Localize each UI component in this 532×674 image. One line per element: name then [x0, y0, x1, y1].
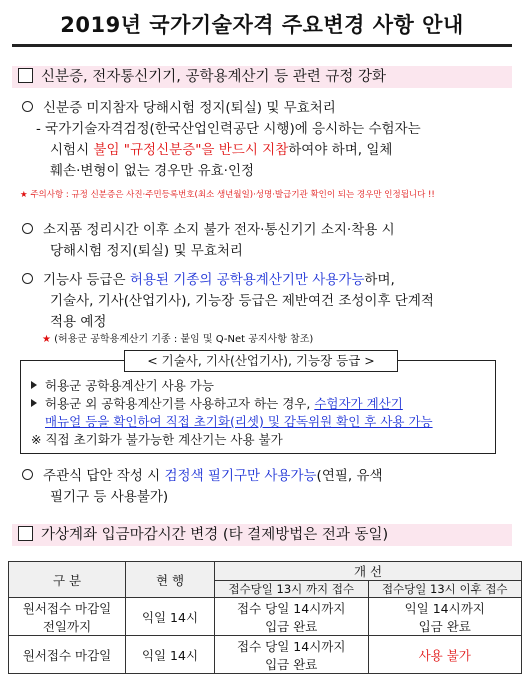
rule-other-line2 [45, 413, 433, 431]
rule-other-emphasis: 수험자가 계산기 [314, 396, 403, 411]
rule-other [31, 395, 403, 413]
item-calculator [22, 270, 395, 291]
item-pen-line2: 필기구 등 사용불가) [50, 489, 169, 505]
calc-line1-tail: 하며, [364, 272, 395, 288]
header-current: 현 행 [126, 562, 215, 598]
checkbox-square-icon [18, 68, 33, 83]
id-card-warning-note [20, 188, 435, 202]
header-before-13: 접수당일 13시 까지 접수 [215, 581, 369, 598]
line3-tail: 하여야 하며, 일체 [288, 142, 393, 158]
table-row [9, 598, 522, 636]
item-devices [22, 220, 395, 241]
star-icon: ★ [20, 190, 28, 200]
section-heading-text: 신분증, 전자통신기기, 공학용계산기 등 관련 규정 강화 [41, 69, 387, 85]
header-after-13: 접수당일 13시 이후 접수 [368, 581, 522, 598]
cell-current: 익일 14시 [126, 598, 215, 636]
item-id-card-text: 신분증 미지참자 당해시험 정지(퇴실) 및 무효처리 [43, 100, 336, 116]
cell-current: 익일 14시 [126, 636, 215, 674]
rule-allowed-text: 허용군 공학용계산기 사용 가능 [45, 378, 214, 393]
checkbox-square-icon [18, 526, 33, 541]
item-id-card-line2: - 국가기술자격검정(한국산업인력공단 시행)에 응시하는 수험자는 [36, 121, 421, 137]
cell-type-l2: 전일까지 [42, 618, 92, 634]
circle-bullet-icon [22, 223, 33, 234]
calculator-note-text: (허용군 공학용계산기 기종 : 붙임 및 Q-Net 공지사항 참조) [54, 334, 314, 345]
circle-bullet-icon [22, 273, 33, 284]
item-calculator-line2: 기술사, 기사(산업기사), 기능장 등급은 제반여건 조성이후 단계적 [50, 293, 434, 309]
cell-after-l1: 익일 14시까지 [404, 600, 485, 616]
cell-after [368, 598, 522, 636]
item-pen [22, 466, 383, 487]
rule-other-line2-text: 매뉴얼 등을 확인하여 직접 초기화(리셋) 및 감독위원 확인 후 사용 가능 [45, 414, 433, 429]
pen-line1-plain: 주관식 답안 작성 시 [43, 468, 165, 484]
triangle-bullet-icon [31, 381, 37, 389]
item-id-card-line4: 훼손·변형이 없는 경우만 유효·인정 [50, 163, 255, 179]
cell-after-l2: 입금 완료 [418, 618, 471, 634]
cell-before [215, 598, 369, 636]
cell-after-unavailable: 사용 불가 [368, 636, 522, 674]
page-title: 2019년 국가기술자격 주요변경 사항 안내 [12, 6, 512, 47]
cell-before [215, 636, 369, 674]
rule-other-text: 허용군 외 공학용계산기를 사용하고자 하는 경우, [45, 396, 315, 411]
cell-type-l1: 원서접수 마감일 [22, 600, 112, 616]
item-devices-line2: 당해시험 정지(퇴실) 및 무효처리 [50, 243, 243, 259]
pen-line1-tail: (연필, 유색 [316, 468, 383, 484]
rules-box [20, 360, 496, 454]
item-devices-line1: 소지품 정리시간 이후 소지 불가 전자·통신기기 소지·착용 시 [43, 222, 395, 238]
line3-emphasis: 불임 "규정신분증"을 반드시 지참 [93, 142, 289, 158]
table-row [9, 636, 522, 674]
cell-before-l1: 접수 당일 14시까지 [237, 638, 346, 654]
star-icon: ★ [42, 334, 51, 345]
line3-plain: 시험시 [50, 142, 94, 158]
circle-bullet-icon [22, 469, 33, 480]
calc-line1-emphasis: 허용된 기종의 공학용계산기만 사용가능 [129, 272, 365, 288]
calc-line1-plain: 기능사 등급은 [43, 272, 130, 288]
header-improve: 개 선 [215, 562, 522, 581]
section-heading-virtual-account [12, 524, 512, 546]
section-heading-text: 가상계좌 입금마감시간 변경 (타 결제방법은 전과 동일) [41, 527, 389, 543]
triangle-bullet-icon [31, 399, 37, 407]
grade-label: < 기술사, 기사(산업기사), 기능장 등급 > [124, 350, 398, 372]
calculator-note [42, 333, 313, 347]
header-type: 구 분 [9, 562, 126, 598]
cell-type: 원서접수 마감일 [9, 636, 126, 674]
cell-before-l2: 입금 완료 [265, 656, 318, 672]
deadline-table [8, 561, 522, 674]
item-id-card [22, 98, 336, 119]
section-heading-regulations [12, 66, 512, 88]
circle-bullet-icon [22, 101, 33, 112]
id-card-warning-text: 주의사항 : 규정 신분증은 사진·주민등록번호(최소 생년월일)·성명·발급기관 확인이 되는 경우만 인정됩니다 !! [30, 190, 435, 200]
item-calculator-line3: 적용 예정 [50, 314, 107, 330]
rule-allowed [31, 377, 214, 395]
pen-line1-emphasis: 검정색 필기구만 사용가능 [164, 468, 317, 484]
cell-before-l1: 접수 당일 14시까지 [237, 600, 346, 616]
cell-type [9, 598, 126, 636]
rule-no-reset: ※ 직접 초기화가 불가능한 계산기는 사용 불가 [31, 432, 283, 447]
cell-before-l2: 입금 완료 [265, 618, 318, 634]
item-id-card-line3 [50, 140, 392, 161]
